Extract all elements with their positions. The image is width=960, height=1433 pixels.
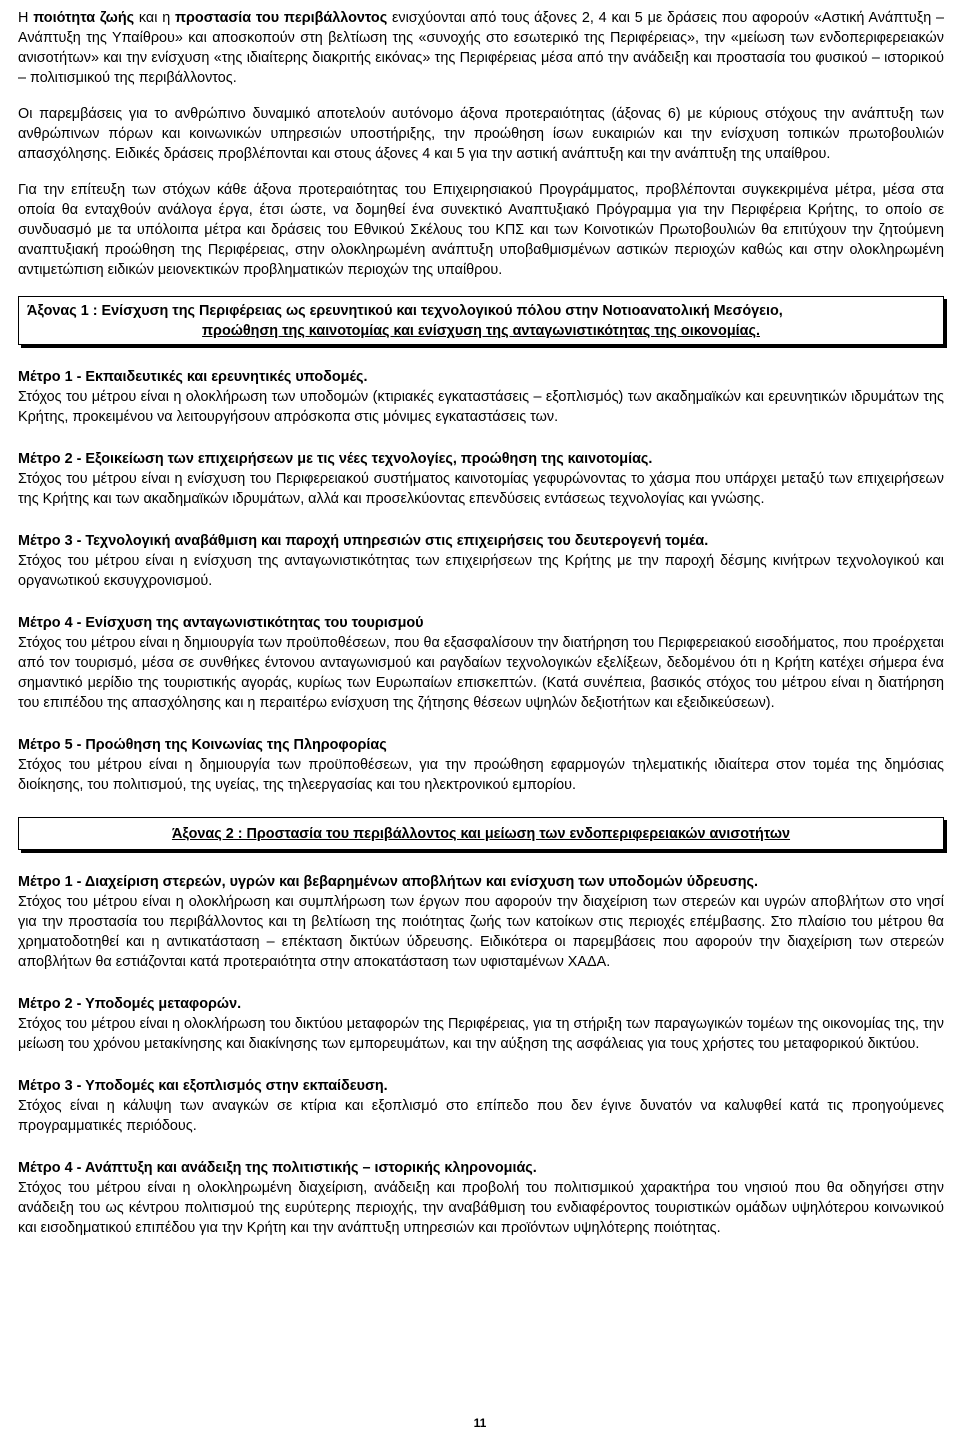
measure-text: Στόχος του μέτρου είναι η ολοκληρωμένη διαχείριση, ανάδειξη και προβολή του πολιτισμικού χαρακτήρα του νησιού που θα οδηγήσει στην ανάδειξη του ως κέντρου πολιτισμού της ευρύτερης περιοχής, την αναβάθμιση του ενδιαφέροντος τουριστικών ομάδων υψηλότερου κοινωνικού και εισοδηματικού επιπέδου για την Κρήτη και την ανάπτυξη υπηρεσιών και προϊόντων υψηλότερης ποιότητας.	[18, 1180, 944, 1236]
measure-title: Μέτρο 2 - Εξοικείωση των επιχειρήσεων με τις νέες τεχνολογίες, προώθηση της καινοτομίας.	[18, 451, 653, 467]
measure-item	[18, 1076, 944, 1136]
measure-text: Στόχος του μέτρου είναι η ολοκλήρωση και συμπλήρωση των έργων που αφορούν την διαχείριση των στερεών και υγρών αποβλήτων στο νησί για την προστασία του περιβάλλοντος και τη βελτίωση της ποιότητας ζωής των κατοίκων στις περιοχές επέμβασης. Στο πλαίσιο του μέτρου θα χρηματοδοτηθεί και η αντικατάσταση – επέκταση δικτύων ύδρευσης. Ειδικότερα οι παρεμβάσεις που αφορούν την διαχείριση των στερεών αποβλήτων θα εστιάζονται κατά προτεραιότητα στην αποκατάσταση των υφισταμένων ΧΑΔΑ.	[18, 894, 944, 970]
measure-item	[18, 531, 944, 591]
intro-paragraph-2: Οι παρεμβάσεις για το ανθρώπινο δυναμικό αποτελούν αυτόνομο άξονα προτεραιότητας (άξονας 6) με κύριους στόχους την ανάπτυξη των ανθρώπινων πόρων και κοινωνικών υπηρεσιών υποστήριξης, την προώθηση ίσων ευκαιριών και την ενίσχυση τοπικών πρωτοβουλιών απασχόλησης. Ειδικές δράσεις προβλέπονται και στους άξονες 4 και 5 για την αστική ανάπτυξη και την ανάπτυξη της υπαίθρου.	[18, 106, 944, 162]
measure-title: Μέτρο 5 - Προώθηση της Κοινωνίας της Πληροφορίας	[18, 737, 387, 753]
axis-1-measures	[18, 367, 944, 795]
measure-item	[18, 872, 944, 972]
axis-1-heading-box	[18, 296, 944, 345]
measure-title: Μέτρο 4 - Ανάπτυξη και ανάδειξη της πολιτιστικής – ιστορικής κληρονομιάς.	[18, 1160, 537, 1176]
axis-2-title: Άξονας 2 : Προστασία του περιβάλλοντος και μείωση των ενδοπεριφερειακών ανισοτήτων	[171, 826, 791, 842]
measure-item	[18, 735, 944, 795]
measure-title: Μέτρο 1 - Εκπαιδευτικές και ερευνητικές υποδομές.	[18, 369, 368, 385]
measure-item	[18, 994, 944, 1054]
measure-text: Στόχος του μέτρου είναι η ενίσχυση του Περιφερειακού συστήματος καινοτομίας γεφυρώνοντας το χάσμα που υπάρχει μεταξύ των επιχειρήσεων της Κρήτης και των ακαδημαϊκών ιδρυμάτων, αλλά και προσελκύοντας επενδύσεις εντάσεως τεχνολογίας και γνώσης.	[18, 471, 944, 507]
axis-2-measures	[18, 872, 944, 1238]
measure-text: Στόχος του μέτρου είναι η ενίσχυση της ανταγωνιστικότητας των επιχειρήσεων της Κρήτης με την παροχή δέσμης κινήτρων τεχνολογικού και οργανωτικού εκσυγχρονισμού.	[18, 553, 944, 589]
axis-1-title-line-1: Άξονας 1 : Ενίσχυση της Περιφέρειας ως ερευνητικού και τεχνολογικού πόλου στην Νοτιοανατολική Μεσόγειο,	[27, 303, 783, 319]
axis-1-title-line-2: προώθηση της καινοτομίας και ενίσχυση της ανταγωνιστικότητας της οικονομίας.	[202, 323, 760, 339]
measure-text: Στόχος του μέτρου είναι η δημιουργία των προϋποθέσεων, για την προώθηση εφαρμογών τηλεματικής ιδιαίτερα στον τομέα της δημόσιας διοίκησης, του πολιτισμού, της υγείας, της τηλεεργασίας και του ηλεκτρονικού εμπορίου.	[18, 757, 944, 793]
page-number: 11	[473, 1416, 487, 1430]
text-run: και η	[134, 10, 176, 26]
text-run: ενισχύονται από τους άξονες 2, 4 και 5 με δράσεις που αφορούν «Αστική Ανάπτυξη – Ανάπτυξη της Υπαίθρου» και αποσκοπούν στη βελτίωση της «συνοχής στο εσωτερικό της Περιφέρειας», την «μείωση των ενδοπεριφερειακών ανισοτήτων» και την ενίσχυση «της ιδιαίτερης διακριτής εικόνας» της Περιφέρειας μέσα από την ανάδειξη και προστασία του φυσικού – ιστορικού – πολιτισμικού της περιβάλλοντος.	[18, 10, 944, 86]
measure-title: Μέτρο 2 - Υποδομές μεταφορών.	[18, 996, 242, 1012]
measure-text: Στόχος του μέτρου είναι η ολοκλήρωση των υποδομών (κτιριακές εγκαταστάσεις – εξοπλισμός) των ακαδημαϊκών και ερευνητικών ιδρυμάτων της Κρήτης, προκειμένου να λειτουργήσουν απρόσκοπα στις μόνιμες εγκαταστάσεις των.	[18, 389, 944, 425]
measure-item	[18, 449, 944, 509]
measure-item	[18, 1158, 944, 1238]
text-run: Η	[18, 10, 34, 26]
measure-title: Μέτρο 3 - Τεχνολογική αναβάθμιση και παροχή υπηρεσιών στις επιχειρήσεις του δευτερογενή τομέα.	[18, 533, 709, 549]
intro-paragraph-1	[18, 8, 944, 88]
measure-title: Μέτρο 3 - Υποδομές και εξοπλισμός στην εκπαίδευση.	[18, 1078, 388, 1094]
bold-run: προστασία του περιβάλλοντος	[175, 10, 388, 26]
bold-run: ποιότητα ζωής	[33, 10, 135, 26]
measure-text: Στόχος του μέτρου είναι η ολοκλήρωση του δικτύου μεταφορών της Περιφέρειας, για τη στήριξη των παραγωγικών τομέων της οικονομίας της, την μείωση του χρόνου μετακίνησης και διακίνησης των εμπορευμάτων, και την αύξηση της ασφάλειας για τους χρήστες του μεταφορικού δικτύου.	[18, 1016, 944, 1052]
document-page	[18, 8, 944, 1260]
measure-title: Μέτρο 1 - Διαχείριση στερεών, υγρών και βεβαρημένων αποβλήτων και ενίσχυση των υποδομών ύδρευσης.	[18, 874, 759, 890]
measure-title: Μέτρο 4 - Ενίσχυση της ανταγωνιστικότητας του τουρισμού	[18, 615, 424, 631]
measure-item	[18, 367, 944, 427]
intro-paragraph-3: Για την επίτευξη των στόχων κάθε άξονα προτεραιότητας του Επιχειρησιακού Προγράμματος, προβλέπονται συγκεκριμένα μέτρα, μέσα στα οποία θα ενταχθούν ανάλογα έργα, έτσι ώστε, να δομηθεί ένα συνεκτικό Αναπτυξιακό Πρόγραμμα για την Περιφέρεια Κρήτης, το οποίο σε συνδυασμό με τα υπόλοιπα μέτρα και δράσεις του Εθνικού Σκέλους του ΚΠΣ και των Κοινοτικών Πρωτοβουλιών θα επιτύχουν την ζητούμενη αναπτυξιακή προώθηση της Περιφέρειας, στην ολοκληρωμένη ανάπτυξη υποβαθμισμένων αστικών περιοχών καθώς και στην ολοκληρωμένη αντιμετώπιση ειδικών μειονεκτικών προβληματικών περιοχών της υπαίθρου.	[18, 182, 944, 278]
measure-item	[18, 613, 944, 713]
measure-text: Στόχος του μέτρου είναι η δημιουργία των προϋποθέσεων, που θα εξασφαλίσουν την διατήρηση του Περιφερειακού εισοδήματος, που προέρχεται από τον τουρισμό, μέσα σε συνθήκες έντονου ανταγωνισμού και ραγδαίων τεχνολογικών εξελίξεων, δεδομένου ότι η Κρήτη κατέχει σήμερα ένα σημαντικό μερίδιο της τουριστικής αγοράς, κυρίως των Ευρωπαίων επισκεπτών. (Κατά συνέπεια, βασικός στόχος του μέτρου είναι η διατήρηση του επιπέδου της απασχόλησης και η περαιτέρω ενίσχυση της ζήτησης θέσεων υψηλών δεξιοτήτων και εξειδικεύσεων).	[18, 635, 944, 711]
measure-text: Στόχος είναι η κάλυψη των αναγκών σε κτίρια και εξοπλισμό στο επίπεδο που δεν έγινε δυνατόν να καλυφθεί κατά τις προηγούμενες προγραμματικές περιόδους.	[18, 1098, 944, 1134]
axis-2-heading-box	[18, 817, 944, 850]
